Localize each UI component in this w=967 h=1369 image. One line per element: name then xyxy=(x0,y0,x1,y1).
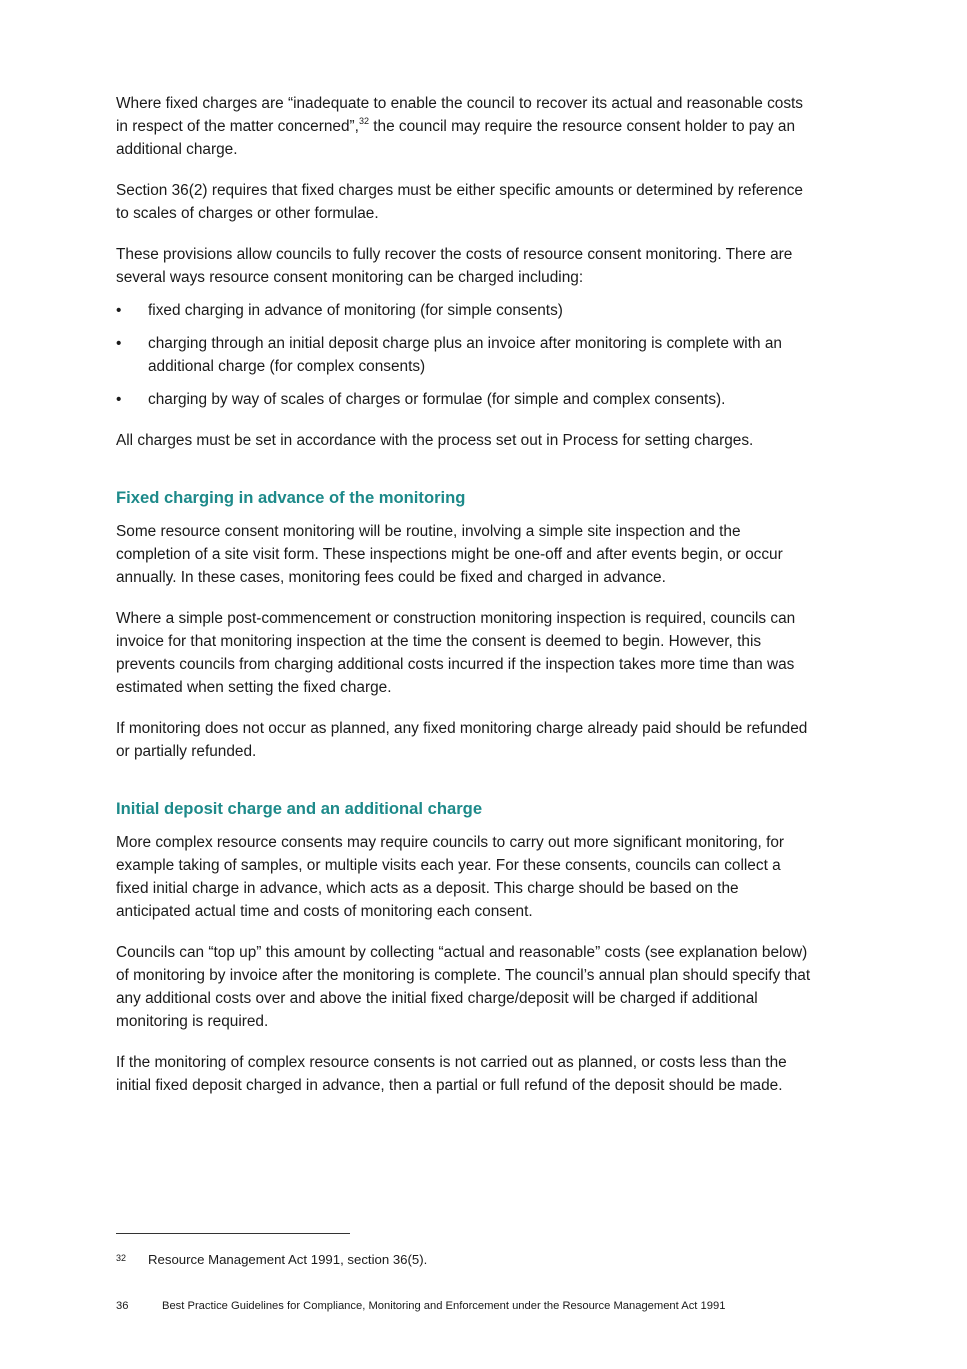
list-item-text: charging by way of scales of charges or formulae (for simple and complex consents). xyxy=(148,391,726,408)
bullet-icon: • xyxy=(116,302,122,319)
footnote-number: 32 xyxy=(116,1253,127,1263)
paragraph-text: Where fixed charges are “inadequate to enable the council to recover its actual and reasonable costs in respect of the matter concerned”, xyxy=(116,95,804,135)
document-title: Best Practice Guidelines for Compliance, Monitoring and Enforcement under the Resource Management Act 1991 xyxy=(162,1300,726,1312)
paragraph-partial-refund: If the monitoring of complex resource consents is not carried out as planned, or costs less than the initial fixed deposit charged in advance, then a partial or full refund of the deposit should be made. xyxy=(116,1054,787,1094)
paragraph-post-commencement: Where a simple post-commencement or construction monitoring inspection is required, councils can invoice for that monitoring inspection at the time the consent is deemed to begin. However, this prevents councils from charging additional costs incurred if the inspection takes more time than was estimated when setting the fixed charge. xyxy=(116,610,796,696)
footnote-divider xyxy=(116,1233,350,1234)
page-footer xyxy=(116,1297,725,1315)
heading-fixed-charging: Fixed charging in advance of the monitoring xyxy=(116,488,466,507)
paragraph-provisions: These provisions allow councils to fully recover the costs of resource consent monitoring. There are several ways resource consent monitoring can be charged including: xyxy=(116,246,793,286)
page-body xyxy=(116,92,816,1115)
paragraph-fixed-charges-inadequate xyxy=(116,92,816,161)
heading-initial-deposit: Initial deposit charge and an additional charge xyxy=(116,799,483,818)
paragraph-complex-consents: More complex resource consents may require councils to carry out more significant monitoring, for example taking of samples, or multiple visits each year. For these consents, councils can collect a fixed initial charge in advance, which acts as a deposit. This charge should be based on the anticipated actual time and costs of monitoring each consent. xyxy=(116,834,785,920)
list-item-text: fixed charging in advance of monitoring (for simple consents) xyxy=(148,302,563,319)
paragraph-top-up: Councils can “top up” this amount by collecting “actual and reasonable” costs (see explanation below) of monitoring by invoice after the monitoring is complete. The council’s annual plan should specify that any additional costs over and above the initial fixed charge/deposit will be charged if additional monitoring is required. xyxy=(116,944,811,1030)
paragraph-refund: If monitoring does not occur as planned, any fixed monitoring charge already paid should be refunded or partially refunded. xyxy=(116,720,808,760)
list-item xyxy=(116,388,816,411)
paragraph-section-36-2: Section 36(2) requires that fixed charges must be either specific amounts or determined by reference to scales of charges or other formulae. xyxy=(116,182,803,222)
footnote-text: Resource Management Act 1991, section 36(5). xyxy=(148,1252,428,1267)
bullet-icon: • xyxy=(116,335,122,352)
list-item xyxy=(116,332,816,378)
footnote xyxy=(116,1250,427,1270)
paragraph-text: the council may require the resource consent holder to pay an additional charge. xyxy=(116,118,796,158)
page-number: 36 xyxy=(116,1300,129,1312)
list-item xyxy=(116,299,816,322)
paragraph-routine-monitoring: Some resource consent monitoring will be routine, involving a simple site inspection and the completion of a site visit form. These inspections might be one-off and after events begin, or occur annually. In these cases, monitoring fees could be fixed and charged in advance. xyxy=(116,523,783,586)
paragraph-process-for-setting-charges: All charges must be set in accordance with the process set out in Process for setting charges. xyxy=(116,432,754,449)
list-item-text: charging through an initial deposit charge plus an invoice after monitoring is complete with an additional charge (for complex consents) xyxy=(148,335,782,375)
footnote-ref[interactable]: 32 xyxy=(358,116,369,126)
bullet-icon: • xyxy=(116,391,122,408)
charging-methods-list xyxy=(116,299,816,411)
